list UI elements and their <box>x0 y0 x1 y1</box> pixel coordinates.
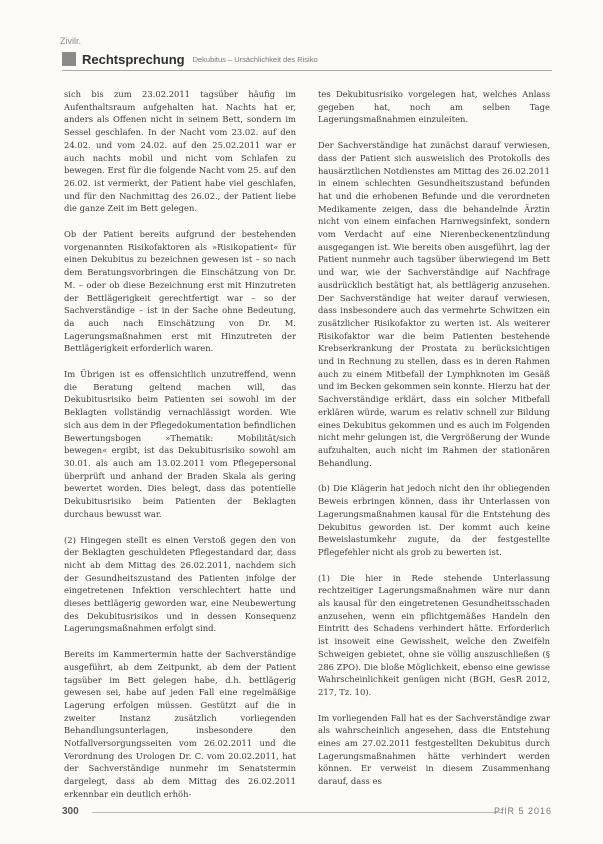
paragraph: tes Dekubitusrisiko vorgelegen hat, welches Anlass gegeben hat, noch am selben Tage Lagerungsmaßnahmen einzuleiten. <box>318 89 550 125</box>
section-marker-icon <box>62 52 76 66</box>
page-footer <box>62 806 552 820</box>
paragraph: Ob der Patient bereits aufgrund der bestehenden vorgenannten Risikofaktoren als »Risikopatient« für einen Dekubitus zu bezeichnen gewesen ist – so nach dem Beratungsvorbringen die Einschätzung von Dr. M. – oder ob diese Bezeichnung erst mit Hinzutreten der Bettlägerigkeit gerechtfertigt war – so der Sachverständige – ist in der Sache ohne Bedeutung, da auch nach Einschätzung von Dr. M. Lagerungsmaßnahmen erst mit Hinzutreten der Bettlägerigkeit erforderlich waren. <box>64 229 296 354</box>
paragraph: Im Übrigen ist es offensichtlich unzutreffend, wenn die Beratung geltend machen will, das Dekubitusrisiko beim Patienten sei sowohl im der Beklagten vollständig vernachlässigt worden. Wie sich aus dem in der Pflegedokumentation befindlichen Bewertungsbogen »Thematik: Mobilität/sich bewegen« ergibt, ist das Dekubitusrisiko sowohl am 30.01. als auch am 13.02.2011 vom Pflegepersonal überprüft und anhand der Braden Skala als gering bewertet worden. Dies belegt, dass das potentielle Dekubitusrisiko beim Patienten der Beklagten durchaus bewusst war. <box>64 369 296 519</box>
header-divider <box>62 70 552 71</box>
paragraph: Der Sachverständige hat zunächst darauf verwiesen, dass der Patient sich ausweislich des Protokolls des hausärztlichen Notdienstes am Mittag des 26.02.2011 in einem schlechten Gesundheitszustand befunden hat und die erhobenen Befunde und die verordneten Medikamente zeigen, dass die behandelnde Ärztin nicht von einem einfachen Harnwegsinfekt, sondern vom Verdacht auf eine Nierenbeckenentzündung ausgegangen ist. Wie bereits oben ausgeführt, lag der Patient nunmehr auch tagsüber überwiegend im Bett und war, wie der Sachverständige auf Nachfrage ausdrücklich bestätigt hat, als bettlägerig anzusehen. Der Sachverständige hat weiter darauf verwiesen, dass insbesondere auch das vermehrte Schwitzen ein zusätzlicher Risikofaktor zu werten ist. Als weiterer Risikofaktor war die beim Patienten bestehende Krebserkrankung der Prostata zu berücksichtigen und in Rechnung zu stellen, dass es in deren Rahmen auch zu einem Mitbefall der Lymphknoten im Gesäß und im Becken gekommen sein konnte. Hierzu hat der Sachverständige erklärt, dass ein solcher Mitbefall erklären würde, warum es relativ schnell zur Bildung eines Dekubitus gekommen und es auch im Folgenden nicht mehr gelungen ist, die Vergrößerung der Wunde aufzuhalten, auch nicht im Rahmen der stationären Behandlung. <box>318 140 550 468</box>
right-column <box>318 88 550 801</box>
journal-reference: PflR 5 2016 <box>493 806 552 816</box>
paragraph: (1) Die hier in Rede stehende Unterlassung rechtzeitiger Lagerungsmaßnahmen wäre nur dann als kausal für den eingetretenen Gesundheitsschaden anzusehen, wenn ein pflichtgemäßes Handeln den Eintritt des Schadens verhindert hätte. Erforderlich ist insoweit eine Gewissheit, welche den Zweifeln Schweigen gebietet, ohne sie völlig auszuschließen (§ 286 ZPO). Die bloße Möglichkeit, ebenso eine gewisse Wahrscheinlichkeit genügen nicht (BGH, GesR 2012, 217, Tz. 10). <box>318 572 550 697</box>
paragraph: Bereits im Kammertermin hatte der Sachverständige ausgeführt, ab dem Zeitpunkt, ab dem der Patient tagsüber im Bett gelegen habe, d.h. bettlägerig gewesen sei, habe auf jeden Fall eine regelmäßige Lagerung erfolgen müssen. Gestützt auf die in zweiter Instanz zusätzlich vorliegenden Behandlungsunterlagen, insbesondere den Notfallversorgungsseiten vom 26.02.2011 und die Verordnung des Urologen Dr. C. vom 20.02.2011, hat der Sachverständige nunmehr im Senatstermin dargelegt, dass ab dem Mittag des 26.02.2011 erkennbar ein deutlich erhöh- <box>64 649 296 799</box>
section-label: Zivilr. <box>60 36 81 46</box>
footer-divider <box>92 812 502 813</box>
page-title: Rechtsprechung <box>82 51 185 67</box>
paragraph: (2) Hingegen stellt es einen Verstoß gegen den von der Beklagten geschuldeten Pflegestandard dar, dass nicht ab dem Mittag des 26.02.2011, nachdem sich der Gesundheitszustand des Patienten infolge der eingetretenen Infektion verschlechtert hatte und dieses bettlägerig geworden war, eine Neubewertung des Dekubitusrisikos und in dessen Konsequenz Lagerungsmaßnahmen erfolgt sind. <box>64 534 296 634</box>
page-number: 300 <box>62 806 79 817</box>
paragraph: Im vorliegenden Fall hat es der Sachverständige zwar als wahrscheinlich angesehen, dass die Entstehung eines am 27.02.2011 festgestellten Dekubitus durch Lagerungsmaßnahmen hätte verhindert werden können. Er verweist in diesem Zusammenhang darauf, dass es <box>318 712 550 787</box>
paragraph: sich bis zum 23.02.2011 tagsüber häufig im Aufenthaltsraum aufgehalten hat. Nachts hat er, anders als Offenen nicht in seinem Bett, sondern im Sessel geschlafen. In der Nacht vom 23.02. auf den 24.02. und vom 24.02. auf den 25.02.2011 war er auch nachts mobil und nicht vom Schlafen zu bewegen. Erst für die folgende Nacht vom 25. auf den 26.02. ist vermerkt, der Patient habe viel geschlafen, und für den Nachmittag des 26.02., der Patient liebe die ganze Zeit im Bett gelegen. <box>64 89 296 214</box>
page-header <box>62 50 552 68</box>
paragraph: (b) Die Klägerin hat jedoch nicht den ihr obliegenden Beweis erbringen können, dass ihr Unterlassen von Lagerungsmaßnahmen kausal für die Entstehung des Dekubitus geworden ist. Der kommt auch keine Beweislastumkehr zugute, da der festgestellte Pflegefehler nicht als grob zu bewerten ist. <box>318 483 550 557</box>
page-subtitle: Dekubitus – Ursächlichkeit des Risiko <box>192 54 318 64</box>
left-column <box>64 88 296 814</box>
